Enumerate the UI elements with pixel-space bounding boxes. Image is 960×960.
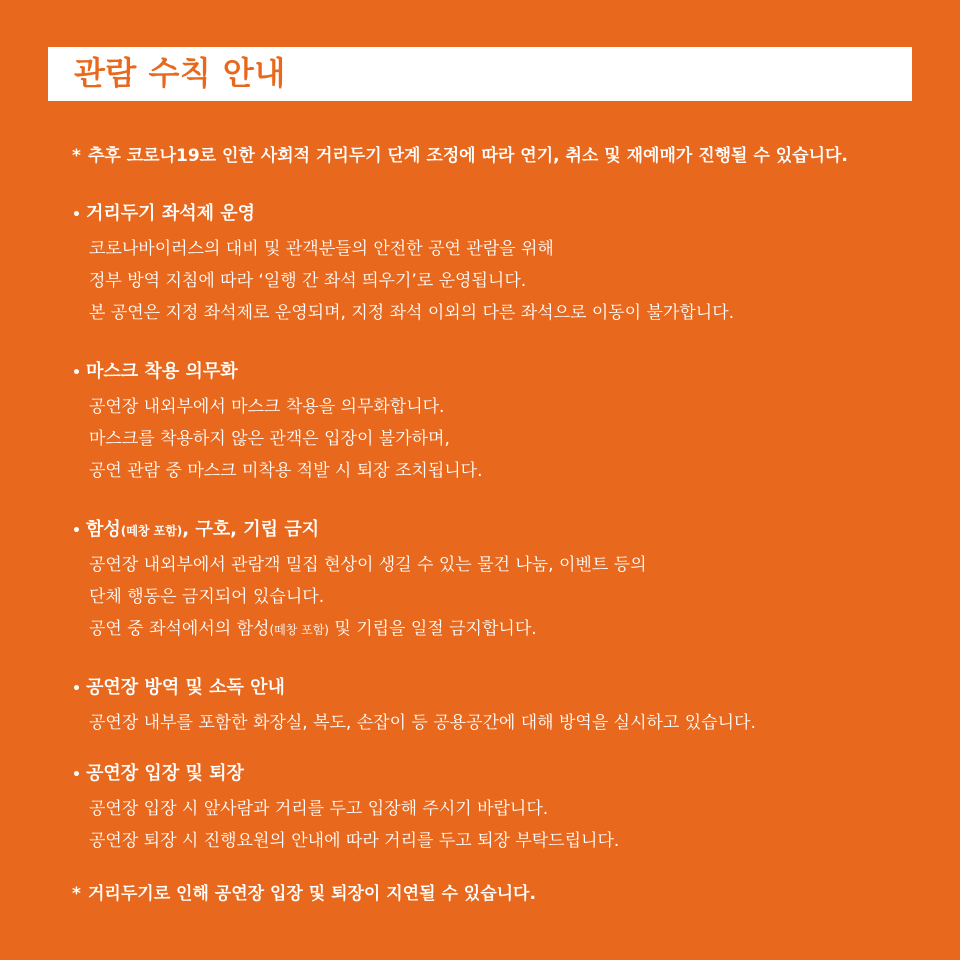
bullet-icon: • <box>72 767 81 783</box>
notice-top-text: 추후 코로나19로 인한 사회적 거리두기 단계 조정에 따라 연기, 취소 및 재예매가 진행될 수 있습니다. <box>88 146 848 166</box>
bullet-icon: • <box>72 207 81 223</box>
section-body <box>72 711 912 743</box>
section-heading-post: , 구호, 기립 금지 <box>182 519 320 540</box>
title-bar <box>48 47 912 101</box>
section-body <box>72 237 912 333</box>
section-body <box>72 395 912 491</box>
body-line: 공연장 내외부에서 관람객 밀집 현상이 생길 수 있는 물건 나눔, 이벤트 등의 <box>89 555 647 575</box>
body-line: 마스크를 착용하지 않은 관객은 입장이 불가하며, <box>89 429 450 449</box>
section-disinfection <box>72 674 912 743</box>
section-heading <box>72 674 912 703</box>
section-heading-small: (떼창 포함) <box>120 524 183 538</box>
bullet-icon: • <box>72 681 81 697</box>
body-line: 공연장 입장 시 앞사람과 거리를 두고 입장해 주시기 바랍니다. <box>89 799 549 819</box>
section-cheering <box>72 516 912 649</box>
asterisk-icon: * <box>72 146 81 166</box>
section-mask <box>72 358 912 491</box>
section-body <box>72 553 912 649</box>
body-line: 정부 방역 지침에 따라 ‘일행 간 좌석 띄우기’로 운영됩니다. <box>89 271 527 291</box>
body-line: 공연장 내부를 포함한 화장실, 복도, 손잡이 등 공용공간에 대해 방역을 실시하고 있습니다. <box>89 713 756 733</box>
bullet-icon: • <box>72 523 81 539</box>
asterisk-icon: * <box>72 884 81 904</box>
body-line: 단체 행동은 금지되어 있습니다. <box>89 587 325 607</box>
body-line-post: 및 기립을 일절 금지합니다. <box>328 619 537 639</box>
body-line: 본 공연은 지정 좌석제로 운영되며, 지정 좌석 이외의 다른 좌석으로 이동이 불가합니다. <box>89 303 735 323</box>
section-heading-text: 공연장 방역 및 소독 안내 <box>86 677 285 698</box>
page-title: 관람 수칙 안내 <box>74 54 286 92</box>
notice-bottom-text: 거리두기로 인해 공연장 입장 및 퇴장이 지연될 수 있습니다. <box>88 884 536 904</box>
body-line: 코로나바이러스의 대비 및 관객분들의 안전한 공연 관람을 위해 <box>89 239 554 259</box>
body-line <box>89 617 912 649</box>
body-line: 공연 관람 중 마스크 미착용 적발 시 퇴장 조치됩니다. <box>89 461 483 481</box>
body-line: 공연장 내외부에서 마스크 착용을 의무화합니다. <box>89 397 445 417</box>
section-heading <box>72 516 912 545</box>
section-entry-exit <box>72 760 912 861</box>
notice-bottom <box>72 882 536 906</box>
section-heading-text: 공연장 입장 및 퇴장 <box>86 763 244 784</box>
section-seating <box>72 200 912 333</box>
section-heading <box>72 760 912 789</box>
section-heading <box>72 358 912 387</box>
section-body <box>72 797 912 861</box>
section-heading-text: 마스크 착용 의무화 <box>86 361 238 382</box>
section-heading-text: 거리두기 좌석제 운영 <box>86 203 256 224</box>
section-heading <box>72 200 912 229</box>
bullet-icon: • <box>72 365 81 381</box>
body-line: 공연장 퇴장 시 진행요원의 안내에 따라 거리를 두고 퇴장 부탁드립니다. <box>89 831 620 851</box>
body-line-small: (떼창 포함) <box>269 623 329 637</box>
notice-top <box>72 144 848 168</box>
section-heading-pre: 함성 <box>86 519 121 540</box>
body-line-pre: 공연 중 좌석에서의 함성 <box>89 619 270 639</box>
